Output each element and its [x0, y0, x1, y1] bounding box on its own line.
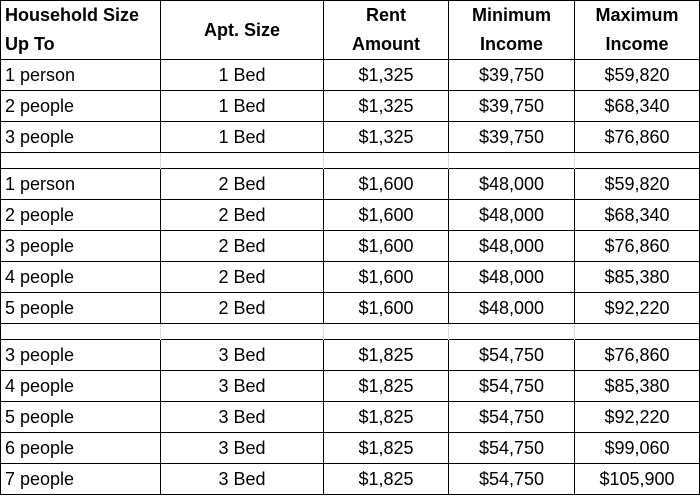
cell-minimum-income: $48,000 — [449, 293, 575, 324]
cell-apt-size: 3 Bed — [161, 433, 324, 464]
cell-minimum-income: $54,750 — [449, 340, 575, 371]
cell-minimum-income: $54,750 — [449, 371, 575, 402]
cell-rent-amount: $1,325 — [324, 122, 449, 153]
cell-minimum-income: $39,750 — [449, 122, 575, 153]
spacer-cell — [449, 324, 575, 340]
table-row — [1, 200, 700, 231]
spacer-cell — [1, 324, 161, 340]
cell-maximum-income: $92,220 — [575, 293, 700, 324]
table-row — [1, 464, 700, 495]
cell-apt-size: 2 Bed — [161, 231, 324, 262]
table-row — [1, 293, 700, 324]
header-household-size — [1, 1, 161, 60]
spacer-cell — [575, 324, 700, 340]
cell-apt-size: 3 Bed — [161, 402, 324, 433]
cell-minimum-income: $54,750 — [449, 433, 575, 464]
table-row — [1, 402, 700, 433]
table-row — [1, 60, 700, 91]
cell-minimum-income: $48,000 — [449, 262, 575, 293]
header-household-size-line2: Up To — [5, 34, 55, 54]
cell-maximum-income: $76,860 — [575, 340, 700, 371]
table-row — [1, 91, 700, 122]
header-max-line2: Income — [605, 34, 669, 54]
header-min-line1: Minimum — [472, 5, 551, 25]
cell-minimum-income: $39,750 — [449, 91, 575, 122]
cell-rent-amount: $1,825 — [324, 371, 449, 402]
cell-rent-amount: $1,325 — [324, 60, 449, 91]
cell-rent-amount: $1,600 — [324, 200, 449, 231]
cell-apt-size: 2 Bed — [161, 293, 324, 324]
spacer-cell — [324, 153, 449, 169]
cell-household-size: 1 person — [1, 60, 161, 91]
cell-rent-amount: $1,600 — [324, 293, 449, 324]
header-max-line1: Maximum — [595, 5, 679, 25]
cell-maximum-income: $59,820 — [575, 169, 700, 200]
cell-rent-amount: $1,825 — [324, 340, 449, 371]
cell-maximum-income: $59,820 — [575, 60, 700, 91]
cell-apt-size: 2 Bed — [161, 169, 324, 200]
cell-maximum-income: $76,860 — [575, 122, 700, 153]
cell-minimum-income: $48,000 — [449, 200, 575, 231]
cell-apt-size: 2 Bed — [161, 200, 324, 231]
cell-household-size: 2 people — [1, 200, 161, 231]
header-rent-line2: Amount — [352, 34, 420, 54]
cell-household-size: 2 people — [1, 91, 161, 122]
cell-maximum-income: $105,900 — [575, 464, 700, 495]
header-apt-size: Apt. Size — [161, 1, 324, 60]
cell-apt-size: 3 Bed — [161, 340, 324, 371]
spacer-cell — [1, 153, 161, 169]
table-row — [1, 169, 700, 200]
spacer-cell — [161, 324, 324, 340]
cell-household-size: 5 people — [1, 402, 161, 433]
spacer-cell — [575, 153, 700, 169]
cell-household-size: 3 people — [1, 122, 161, 153]
cell-household-size: 7 people — [1, 464, 161, 495]
cell-household-size: 4 people — [1, 262, 161, 293]
cell-apt-size: 1 Bed — [161, 91, 324, 122]
spacer-cell — [324, 324, 449, 340]
table-body — [1, 60, 700, 495]
cell-maximum-income: $68,340 — [575, 91, 700, 122]
table-header — [1, 1, 700, 60]
header-row — [1, 1, 700, 60]
cell-rent-amount: $1,825 — [324, 402, 449, 433]
table-row — [1, 371, 700, 402]
cell-minimum-income: $48,000 — [449, 231, 575, 262]
cell-maximum-income: $76,860 — [575, 231, 700, 262]
header-rent-amount — [324, 1, 449, 60]
header-min-line2: Income — [479, 34, 544, 54]
cell-household-size: 6 people — [1, 433, 161, 464]
cell-apt-size: 3 Bed — [161, 464, 324, 495]
cell-rent-amount: $1,825 — [324, 464, 449, 495]
header-maximum-income — [575, 1, 700, 60]
group-spacer-row — [1, 324, 700, 340]
cell-minimum-income: $48,000 — [449, 169, 575, 200]
spacer-cell — [449, 153, 575, 169]
cell-household-size: 5 people — [1, 293, 161, 324]
cell-maximum-income: $92,220 — [575, 402, 700, 433]
cell-maximum-income: $85,380 — [575, 371, 700, 402]
cell-household-size: 4 people — [1, 371, 161, 402]
table-row — [1, 340, 700, 371]
spacer-cell — [161, 153, 324, 169]
cell-rent-amount: $1,600 — [324, 231, 449, 262]
cell-apt-size: 1 Bed — [161, 60, 324, 91]
group-spacer-row — [1, 153, 700, 169]
cell-maximum-income: $85,380 — [575, 262, 700, 293]
header-minimum-income — [449, 1, 575, 60]
header-household-size-line1: Household Size — [5, 5, 140, 25]
cell-minimum-income: $54,750 — [449, 402, 575, 433]
cell-rent-amount: $1,600 — [324, 169, 449, 200]
cell-minimum-income: $39,750 — [449, 60, 575, 91]
table-row — [1, 231, 700, 262]
cell-household-size: 3 people — [1, 340, 161, 371]
cell-household-size: 1 person — [1, 169, 161, 200]
cell-rent-amount: $1,825 — [324, 433, 449, 464]
cell-rent-amount: $1,325 — [324, 91, 449, 122]
table-row — [1, 262, 700, 293]
cell-apt-size: 1 Bed — [161, 122, 324, 153]
table-row — [1, 122, 700, 153]
cell-minimum-income: $54,750 — [449, 464, 575, 495]
cell-rent-amount: $1,600 — [324, 262, 449, 293]
cell-maximum-income: $68,340 — [575, 200, 700, 231]
cell-apt-size: 2 Bed — [161, 262, 324, 293]
header-rent-line1: Rent — [366, 5, 406, 25]
cell-maximum-income: $99,060 — [575, 433, 700, 464]
cell-apt-size: 3 Bed — [161, 371, 324, 402]
table-row — [1, 433, 700, 464]
cell-household-size: 3 people — [1, 231, 161, 262]
